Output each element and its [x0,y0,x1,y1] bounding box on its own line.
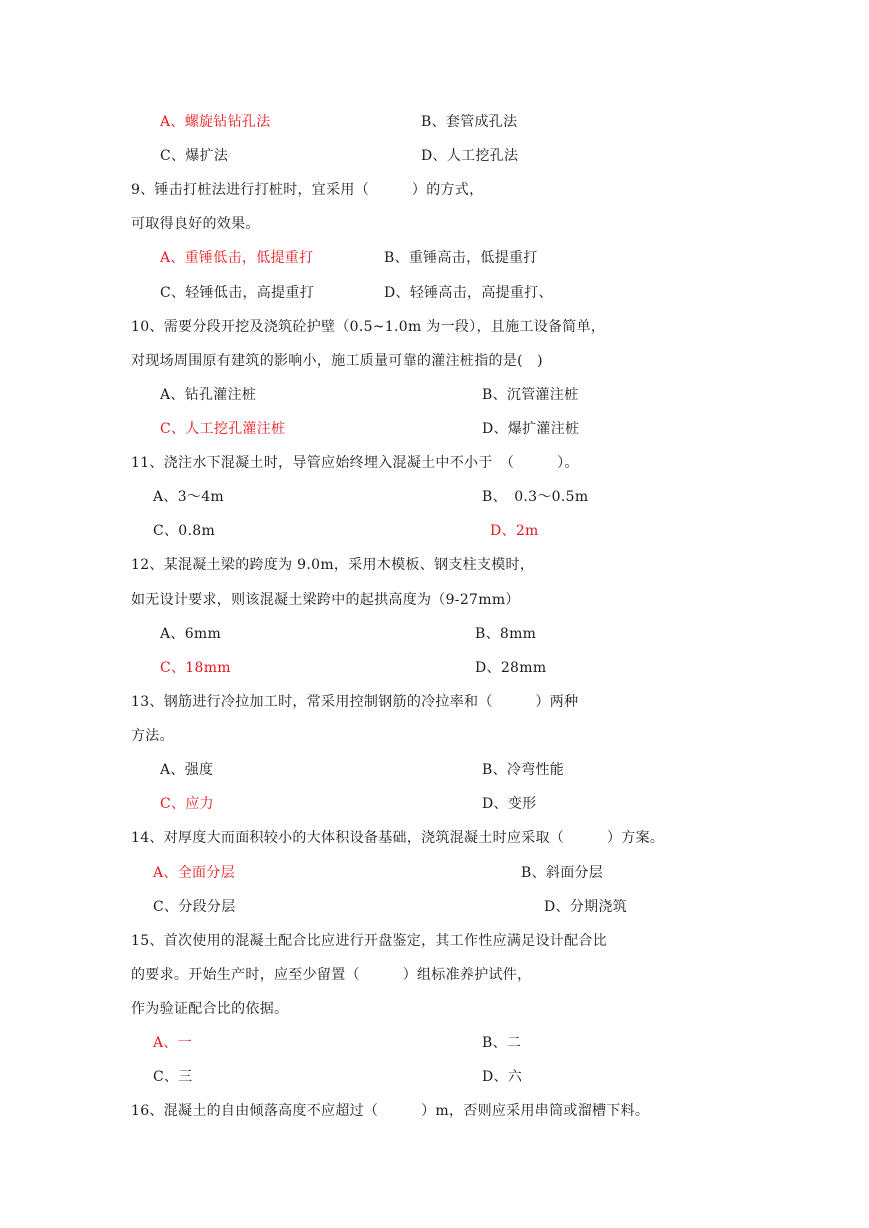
q13-option-d: D、变形 [482,796,537,812]
q9-stem-line1: 9、锤击打桩法进行打桩时，宜采用（ ）的方式， [131,182,484,198]
q10-option-d: D、爆扩灌注桩 [482,421,580,437]
q13-stem-line2: 方法。 [131,728,174,744]
q13-option-b: B、冷弯性能 [482,762,565,778]
q15-option-a: A、一 [153,1035,193,1051]
q8-option-c: C、爆扩法 [160,148,229,164]
q12-stem-line1: 12、某混凝土梁的跨度为 9.0m，采用木模板、钢支柱支模时， [131,557,535,573]
q16-stem-line1: 16、混凝土的自由倾落高度不应超过（ ）m，否则应采用串筒或溜槽下料。 [131,1103,650,1119]
q10-option-c: C、人工挖孔灌注桩 [160,421,286,437]
q9-option-a: A、重锤低击，低提重打 [160,250,314,266]
q14-option-b: B、斜面分层 [521,865,604,881]
q11-option-d: D、2m [490,523,539,539]
q9-option-c: C、轻锤低击，高提重打 [160,285,315,301]
q15-option-b: B、二 [482,1035,522,1051]
q12-stem-line2: 如无设计要求，则该混凝土梁跨中的起拱高度为（9-27mm） [131,592,520,608]
q15-option-c: C、三 [153,1069,193,1085]
q15-option-d: D、六 [482,1069,523,1085]
q10-stem-line1: 10、需要分段开挖及浇筑砼护壁（0.5~1.0m 为一段），且施工设备简单， [131,319,606,335]
q11-stem-line1: 11、浇注水下混凝土时，导管应始终埋入混凝土中不小于 （ ）。 [131,455,579,471]
q9-option-d: D、轻锤高击，高提重打、 [384,285,553,301]
q12-option-d: D、28mm [475,660,547,676]
q11-option-c: C、0.8m [153,523,216,539]
q12-option-c: C、18mm [160,660,231,676]
q14-option-c: C、分段分层 [153,899,236,915]
q10-option-a: A、钻孔灌注桩 [160,387,257,403]
q15-stem-line2: 的要求。开始生产时，应至少留置（ ）组标准养护试件， [131,967,532,983]
q11-option-a: A、3～4m [153,489,224,505]
q8-option-b: B、套管成孔法 [421,114,518,130]
q15-stem-line1: 15、首次使用的混凝土配合比应进行开盘鉴定，其工作性应满足设计配合比 [131,933,608,949]
q13-stem-line1: 13、钢筋进行冷拉加工时，常采用控制钢筋的冷拉率和（ ）两种 [131,694,579,710]
q13-option-a: A、强度 [160,762,214,778]
q8-option-a: A、螺旋钻钻孔法 [160,114,271,130]
q10-option-b: B、沉管灌注桩 [482,387,579,403]
q14-option-d: D、分期浇筑 [544,899,628,915]
q9-stem-line2: 可取得良好的效果。 [131,216,260,232]
q12-option-a: A、6mm [160,626,222,642]
q8-option-d: D、人工挖孔法 [421,148,519,164]
q14-option-a: A、全面分层 [153,865,235,881]
q12-option-b: B、8mm [475,626,537,642]
q14-stem-line1: 14、对厚度大而面积较小的大体积设备基础，浇筑混凝土时应采取（ ）方案。 [131,830,665,846]
q11-option-b: B、 0.3～0.5m [482,489,589,505]
q9-option-b: B、重锤高击，低提重打 [384,250,538,266]
q10-stem-line2: 对现场周围原有建筑的影响小，施工质量可靠的灌注桩指的是( ) [131,353,543,369]
q15-stem-line3: 作为验证配合比的依据。 [131,1001,289,1017]
q13-option-c: C、应力 [160,796,214,812]
